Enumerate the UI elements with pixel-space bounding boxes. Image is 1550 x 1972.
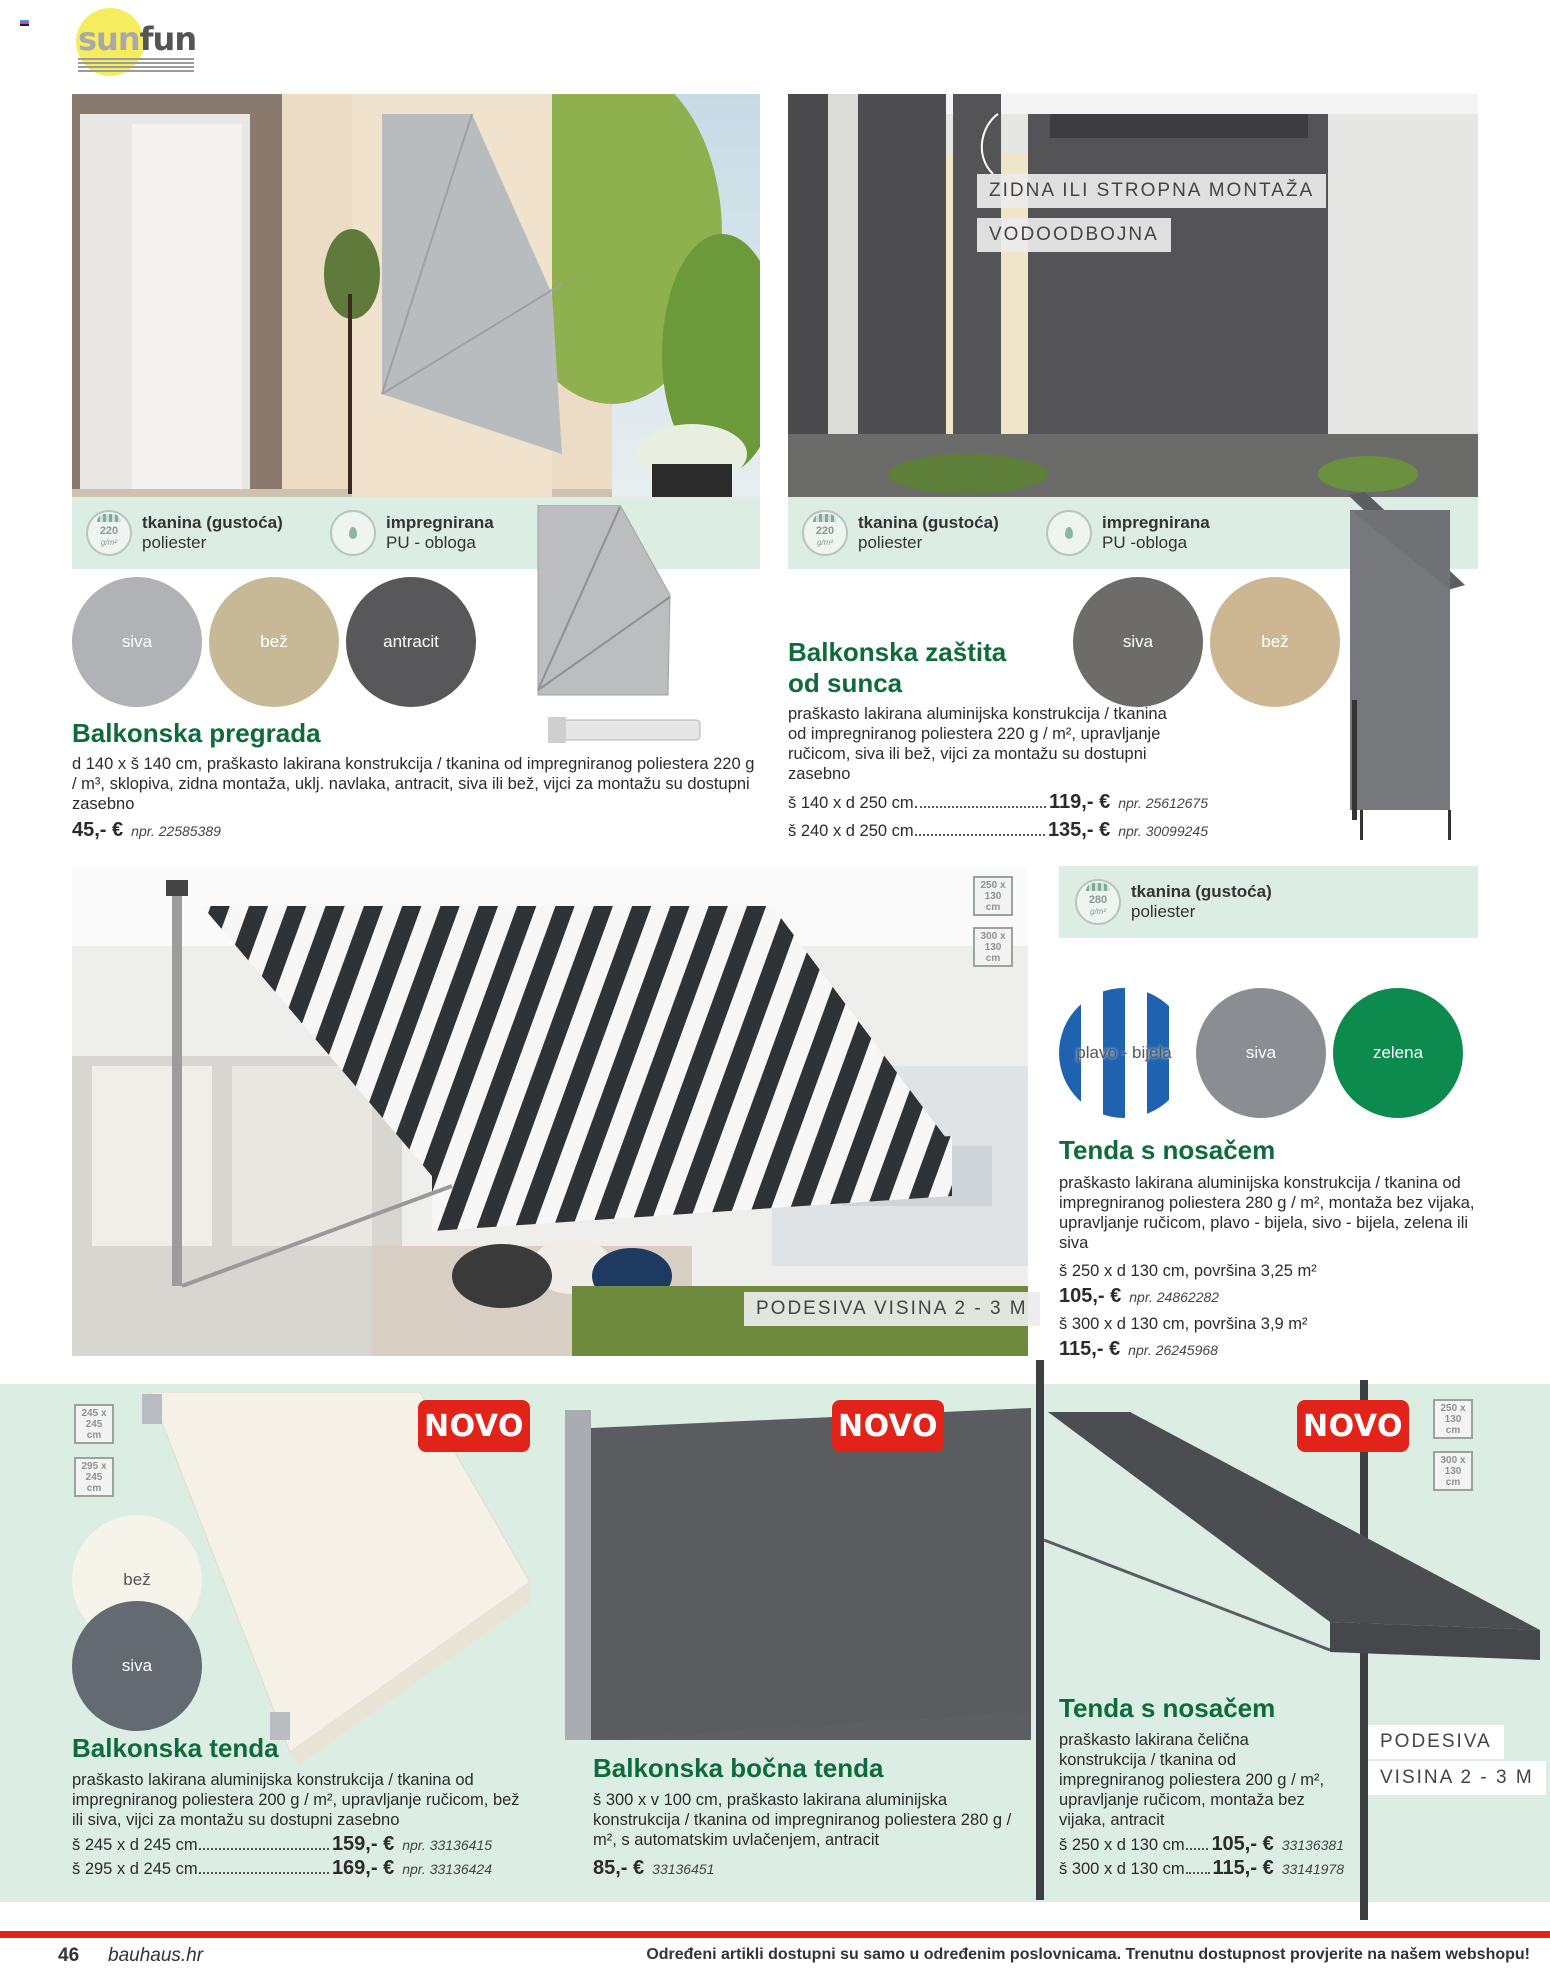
swatch-bez: bež — [72, 1515, 202, 1645]
page-number: 46 — [58, 1945, 80, 1966]
logo-wordmark — [78, 22, 196, 56]
price-line-variant — [1059, 1832, 1344, 1857]
feature-title: tkanina (gustoća) — [142, 513, 283, 532]
price-line-variant — [788, 818, 1208, 843]
feature-impregnated — [1046, 510, 1210, 556]
price-line-variant — [72, 1832, 492, 1857]
price: 119,- € — [1049, 791, 1111, 813]
fabric-density-icon: 220 g/m² — [86, 510, 132, 556]
swatch-siva: siva — [72, 1601, 202, 1731]
variant-size: š 245 x d 245 cm — [72, 1836, 198, 1854]
swatch-bez: bež — [209, 577, 339, 707]
variant-size: š 250 x d 130 cm, površina 3,25 m² — [1059, 1262, 1317, 1280]
article-number: npr. 33136424 — [402, 1861, 492, 1877]
price: 115,- € — [1059, 1338, 1121, 1360]
article-number: 33136381 — [1281, 1837, 1344, 1853]
price-line-variant — [1059, 1856, 1344, 1881]
article-number: npr. 33136415 — [402, 1837, 492, 1853]
size-box-250x130: 250 x 130 cm — [1433, 1399, 1473, 1439]
swatch-siva: siva — [1196, 988, 1326, 1118]
price: 135,- € — [1047, 819, 1111, 841]
feature-subtitle: poliester — [1131, 902, 1196, 921]
swatch-siva: siva — [72, 577, 202, 707]
callout-wall-ceiling-mount: ZIDNA ILI STROPNA MONTAŽA — [977, 174, 1326, 208]
size-box-300x130: 300 x 130 cm — [1433, 1451, 1473, 1491]
product-description: praškasto lakirana čelična konstrukcija / tkanina od impregniranog poliestera 200 g / m², upravljanje ručicom, montaža bez vijaka, antracit — [1059, 1731, 1325, 1829]
logo-fun-text: fun — [139, 20, 197, 58]
new-badge: NOVO — [1297, 1400, 1409, 1452]
feature-subtitle: poliester — [142, 533, 207, 552]
price-line — [72, 818, 221, 843]
product-description: praškasto lakirana aluminijska konstrukcija / tkanina od impregniranog poliestera 200 g / m², upravljanje ručicom, bež ili siva, vijci za montažu su dostupni zasebno — [72, 1771, 520, 1829]
fabric-density-icon: 220 g/m² — [802, 510, 848, 556]
feature-title: tkanina (gustoća) — [858, 513, 999, 532]
product-description: praškasto lakirana aluminijska konstrukcija / tkanina od impregniranog poliestera 280 g / m², montaža bez vijaka, upravljanje ručicom, plavo - bijela, sivo - bijela, zelena ili siva — [1059, 1174, 1475, 1252]
article-number: 33136451 — [652, 1861, 715, 1877]
website-link[interactable]: bauhaus.hr — [108, 1945, 204, 1966]
callout-adjustable-height-line2: VISINA 2 - 3 M — [1368, 1761, 1546, 1795]
size-box-245x245: 245 x 245 cm — [74, 1404, 114, 1444]
article-number: npr. 26245968 — [1128, 1342, 1218, 1358]
price-line — [1059, 1284, 1219, 1309]
article-number: npr. 22585389 — [131, 823, 221, 839]
callout-adjustable-height-line1: PODESIVA — [1368, 1725, 1504, 1759]
product-image-side-awning — [565, 1400, 1045, 1750]
availability-note: Određeni artikli dostupni su samo u određenim poslovnicama. Trenutnu dostupnost provjerite na našem webshopu! — [646, 1946, 1530, 1963]
size-box-295x245: 295 x 245 cm — [74, 1457, 114, 1497]
product-title: Tenda s nosačem — [1059, 1693, 1276, 1723]
price: 105,- € — [1059, 1285, 1122, 1307]
price: 105,- € — [1211, 1833, 1274, 1855]
feature-title: impregnirana — [386, 513, 494, 532]
product-title: Tenda s nosačem — [1059, 1135, 1276, 1165]
variant-size: š 240 x d 250 cm — [788, 822, 914, 840]
variant-size: š 300 x d 130 cm — [1059, 1860, 1185, 1878]
water-drop-icon — [330, 510, 376, 556]
price: 85,- € — [593, 1857, 645, 1879]
swatch-zelena: zelena — [1333, 988, 1463, 1118]
color-registration-mark — [20, 20, 29, 28]
price: 159,- € — [331, 1833, 395, 1855]
product-title: Balkonska bočna tenda — [593, 1753, 884, 1783]
price: 169,- € — [331, 1857, 395, 1879]
product-title: Balkonska pregrada — [72, 718, 321, 748]
size-box-300x130: 300 x 130 cm — [973, 927, 1013, 967]
article-number: npr. 30099245 — [1118, 823, 1208, 839]
product-photo-balcony-partition — [72, 94, 760, 497]
article-number: 33141978 — [1281, 1861, 1344, 1877]
product-description: š 300 x v 100 cm, praškasto lakirana aluminijska konstrukcija / tkanina od impregniranog poliestera 280 g / m², s automatskim uvlačenjem, antracit — [593, 1791, 1012, 1849]
variant-size: š 300 x d 130 cm, površina 3,9 m² — [1059, 1315, 1308, 1333]
size-box-250x130: 250 x 130 cm — [973, 876, 1013, 916]
price-line — [1059, 1337, 1218, 1362]
article-number: npr. 25612675 — [1118, 795, 1208, 811]
water-drop-icon — [1046, 510, 1092, 556]
sunfun-logo — [72, 8, 202, 76]
logo-stripes — [78, 58, 194, 74]
callout-water-repellent: VODOODBOJNA — [977, 218, 1171, 252]
new-badge: NOVO — [832, 1400, 944, 1452]
fabric-density-icon: 280 g/m² — [1075, 879, 1121, 925]
swatch-bez: bež — [1210, 577, 1340, 707]
feature-subtitle: poliester — [858, 533, 923, 552]
price-line — [593, 1856, 714, 1881]
product-image-partition-folded — [520, 505, 760, 755]
feature-subtitle: PU -obloga — [1102, 533, 1188, 552]
swatch-plavo-bijela: plavo - bijela — [1059, 988, 1189, 1118]
logo-sun-text: sun — [78, 20, 140, 58]
feature-title: impregnirana — [1102, 513, 1210, 532]
product-description: praškasto lakirana aluminijska konstrukcija / tkanina od impregniranog poliestera 220 g / m², upravljanje ručicom, siva ili bež, vijci za montažu su dostupni zasebno — [788, 705, 1167, 783]
article-number: npr. 24862282 — [1129, 1289, 1220, 1305]
product-title: Balkonska zaštita od sunca — [788, 637, 1007, 698]
price: 115,- € — [1212, 1857, 1274, 1879]
swatch-siva: siva — [1073, 577, 1203, 707]
product-description: d 140 x š 140 cm, praškasto lakirana konstrukcija / tkanina od impregniranog poliestera 220 g / m³, sklopiva, zidna montaža, uklj. navlaka, antracit, siva ili bež, vijci za montažu su dostupni zasebno — [72, 755, 755, 813]
product-title: Balkonska tenda — [72, 1733, 279, 1763]
swatch-antracit: antracit — [346, 577, 476, 707]
product-image-roller-blind — [1330, 490, 1480, 850]
feature-fabric-density — [802, 510, 999, 556]
callout-adjustable-height: PODESIVA VISINA 2 - 3 M — [744, 1292, 1040, 1326]
price-line-variant — [788, 790, 1208, 815]
feature-fabric-density — [86, 510, 283, 556]
price-line-variant — [72, 1856, 492, 1881]
footer-red-bar — [0, 1931, 1550, 1938]
variant-size: š 295 x d 245 cm — [72, 1860, 198, 1878]
product-photo-sun-protection — [788, 94, 1478, 497]
product-photo-striped-awning — [72, 866, 1028, 1356]
variant-size: š 140 x d 250 cm — [788, 794, 914, 812]
feature-title: tkanina (gustoća) — [1131, 882, 1272, 901]
feature-fabric-density — [1075, 879, 1272, 925]
new-badge: NOVO — [418, 1400, 530, 1452]
feature-impregnated — [330, 510, 494, 556]
feature-subtitle: PU - obloga — [386, 533, 476, 552]
variant-size: š 250 x d 130 cm — [1059, 1836, 1185, 1854]
price: 45,- € — [72, 819, 124, 841]
